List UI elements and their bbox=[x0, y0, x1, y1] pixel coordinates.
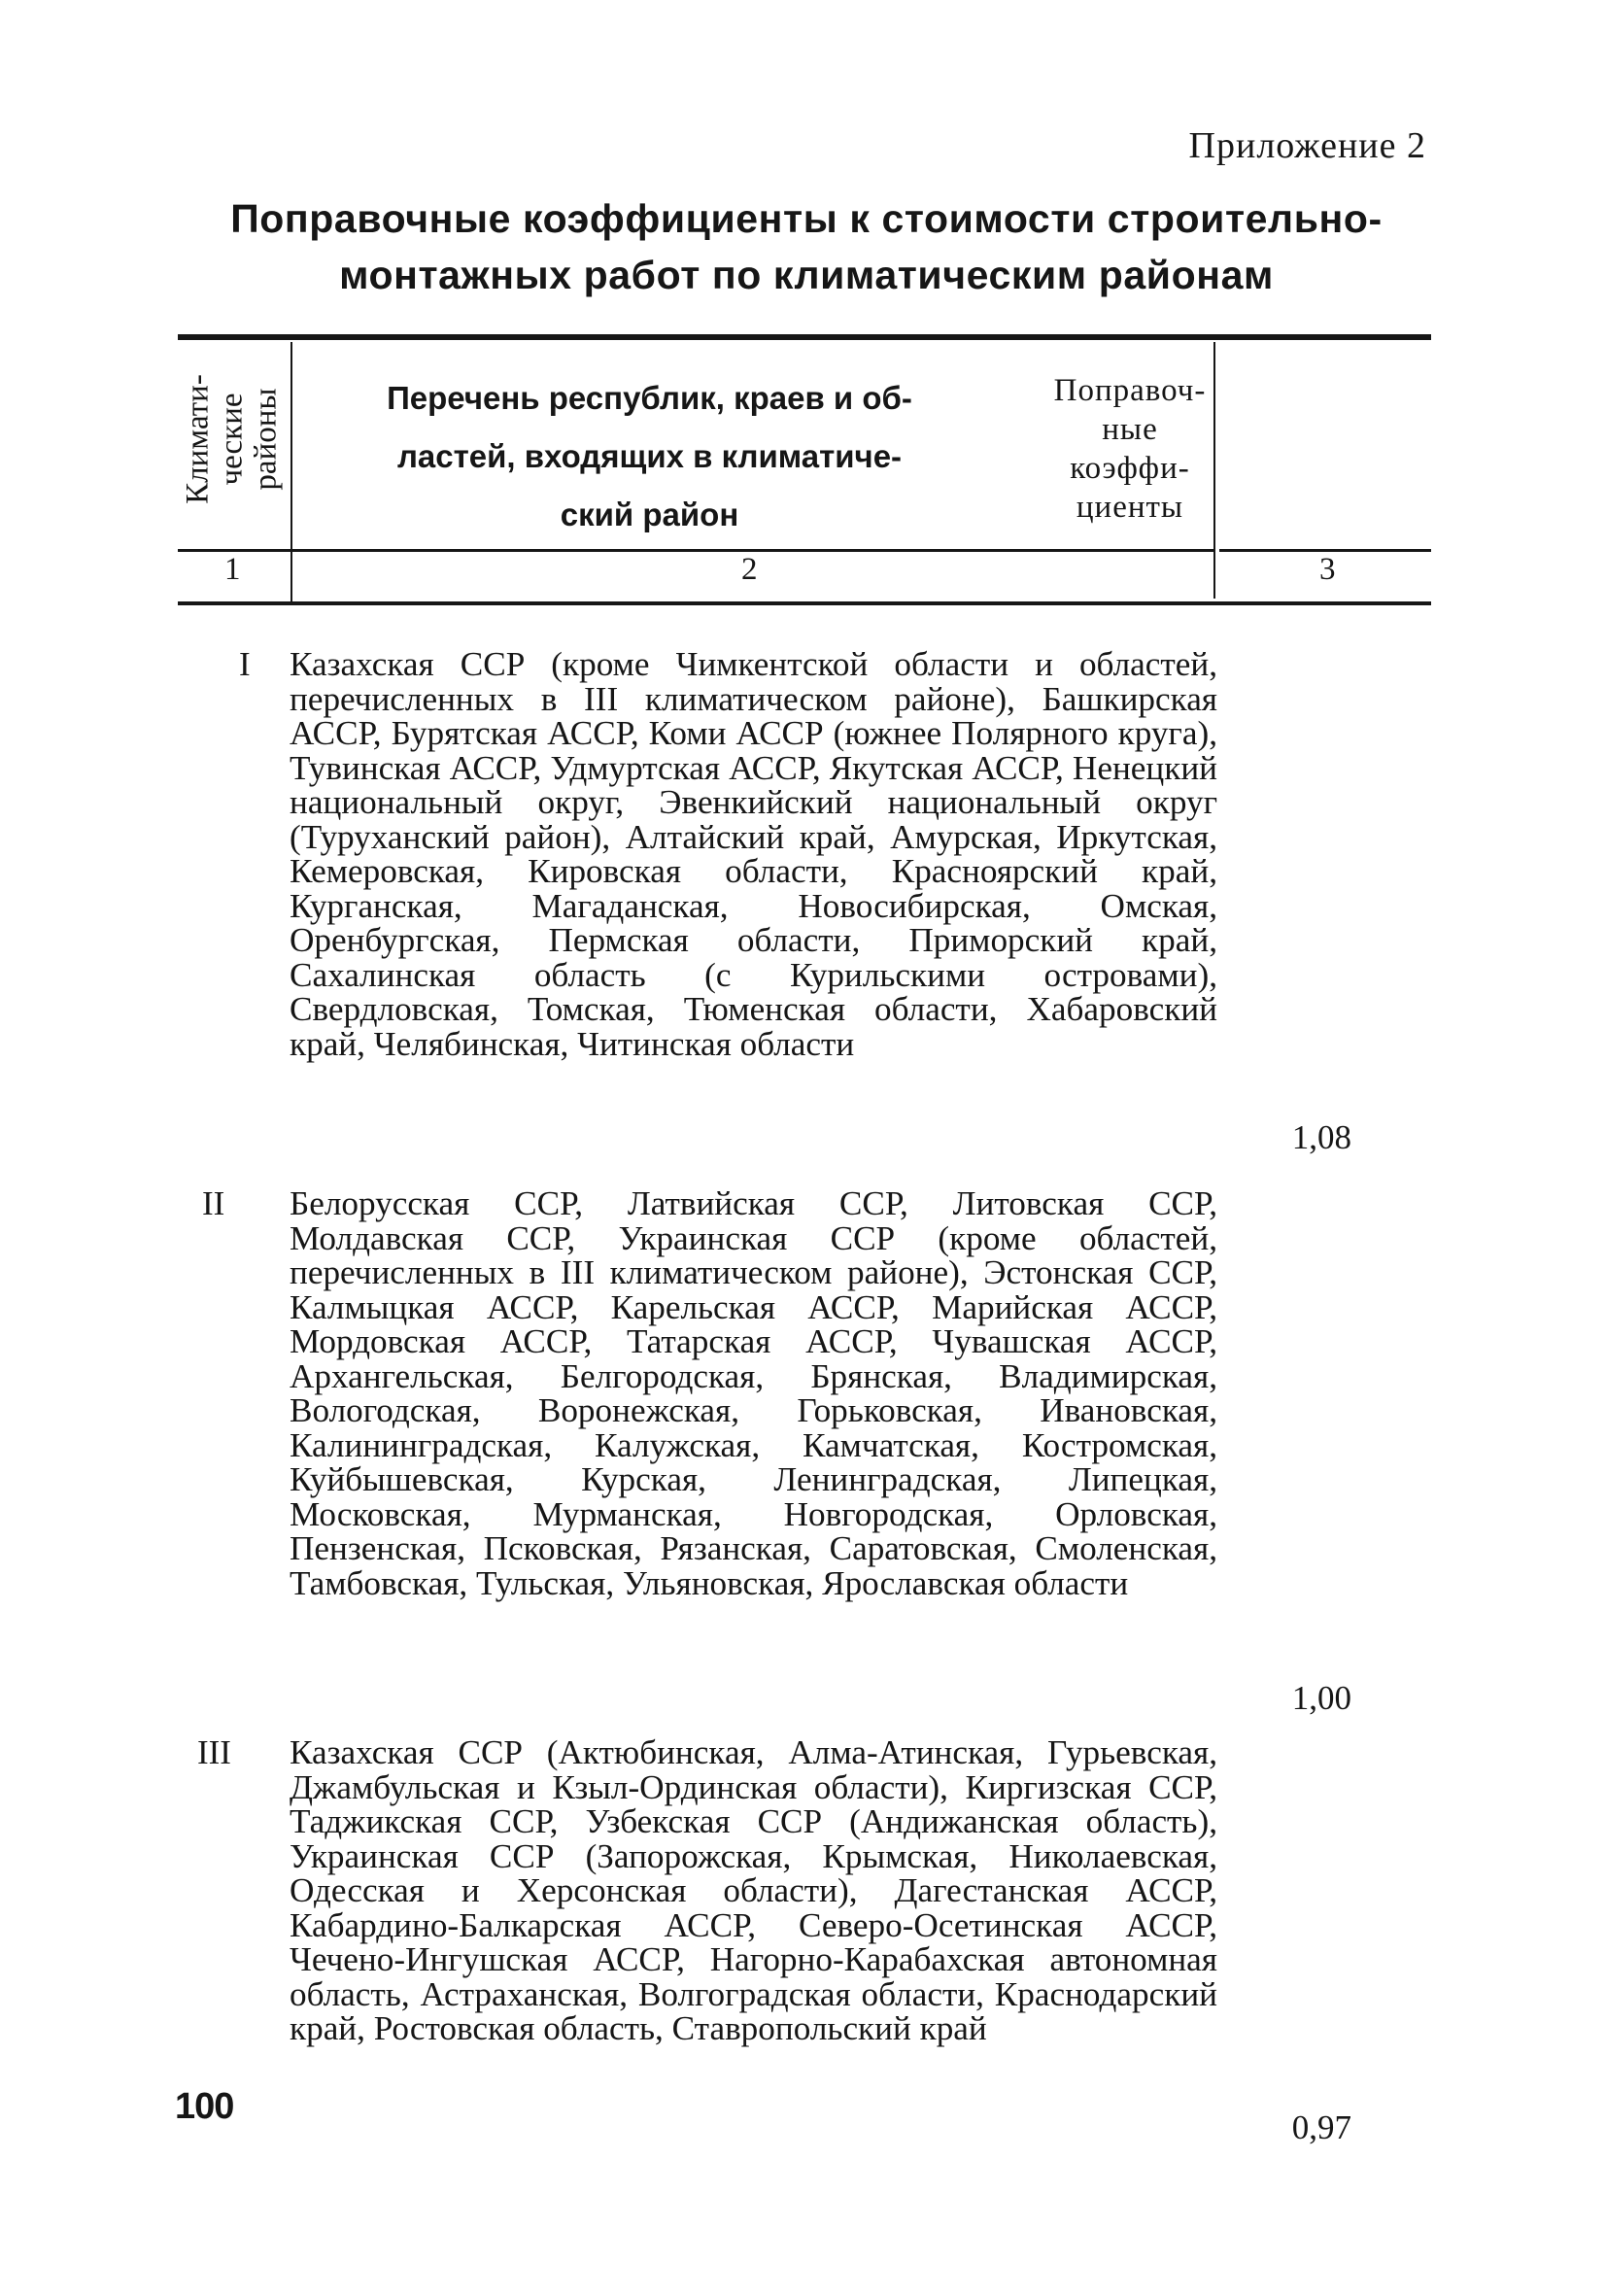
table-row bbox=[0, 647, 1606, 1154]
header-list-of-regions: Перечень республик, краев и об- ластей, входящих в климатиче- ский район bbox=[387, 380, 912, 532]
header-climatic-regions bbox=[178, 346, 287, 532]
coefficient-value: 0,97 bbox=[1291, 2108, 1351, 2146]
page-title bbox=[175, 190, 1438, 303]
title-line-2: монтажных работ по климатическим районам bbox=[339, 253, 1274, 297]
table-header-bottom-rule bbox=[178, 601, 1431, 605]
title-line-1: Поправочные коэффициенты к стоимости строительно- bbox=[230, 196, 1383, 241]
table-row bbox=[0, 1735, 1606, 2144]
column-number-1: 1 bbox=[224, 552, 241, 587]
coefficient-value: 1,00 bbox=[1291, 1678, 1351, 1717]
region-number: III bbox=[197, 1733, 231, 1771]
region-list: Казахская ССР (Актюбинская, Алма-Атинская, Гурьевская, Джамбульская и Кзыл-Ординская области), Киргизская ССР, Таджикская ССР, Узбекская ССР (Андижанская область), Украинская ССР (Запорожская, Крымская, Николаевская, Одесская и Херсонская области), Дагестанская АССР, Кабардино-Балкарская АССР, Северо-Осетинская АССР, Чечено-Ингушская АССР, Нагорно-Карабахская автономная область, Астраханская, Волгоградская области, Краснодарский край, Ростовская область, Ставропольский край bbox=[290, 1733, 1217, 2047]
header-coefficients: Поправоч- ные коэффи- циенты bbox=[1053, 373, 1207, 525]
table-top-rule bbox=[178, 334, 1431, 340]
header-col1-text: Климати- ческие районы bbox=[180, 374, 284, 504]
region-list: Белорусская ССР, Латвийская ССР, Литовская ССР, Молдавская ССР, Украинская ССР (кроме областей, перечисленных в III климатическом районе), Эстонская ССР, Калмыцкая АССР, Карельская АССР, Марийская АССР, Мордовская АССР, Татарская АССР, Чувашская АССР, Архангельская, Белгородская, Брянская, Владимирская, Вологодская, Воронежская, Горьковская, Ивановская, Калининградская, Калужская, Камчатская, Костромская, Куйбышевская, Курская, Ленинградская, Липецкая, Московская, Мурманская, Новгородская, Орловская, Пензенская, Псковская, Рязанская, Саратовская, Смоленская, Тамбовская, Тульская, Ульяновская, Ярославская области bbox=[290, 1184, 1217, 1602]
region-number: II bbox=[202, 1184, 225, 1222]
coefficient-value: 1,08 bbox=[1291, 1117, 1351, 1156]
region-number: I bbox=[239, 645, 251, 683]
column-number-3: 3 bbox=[1319, 552, 1336, 587]
page-number: 100 bbox=[175, 2086, 234, 2127]
appendix-label: Приложение 2 bbox=[1188, 125, 1426, 166]
table-row bbox=[0, 1186, 1606, 1715]
column-number-2: 2 bbox=[741, 552, 758, 587]
region-list: Казахская ССР (кроме Чимкентской области и областей, перечисленных в III климатическом районе), Башкирская АССР, Бурятская АССР, Коми АССР (южнее Полярного круга), Тувинская АССР, Удмуртская АССР, Якутская АССР, Ненецкий национальный округ, Эвенкийский национальный округ (Туруханский район), Алтайский край, Амурская, Иркутская, Кемеровская, Кировская области, Красноярский край, Курганская, Магаданская, Новосибирская, Омская, Оренбургская, Пермская области, Приморский край, Сахалинская область (с Курильскими островами), Свердловская, Томская, Тюменская области, Хабаровский край, Челябинская, Читинская области bbox=[290, 645, 1217, 1063]
table-body bbox=[0, 647, 1606, 2144]
